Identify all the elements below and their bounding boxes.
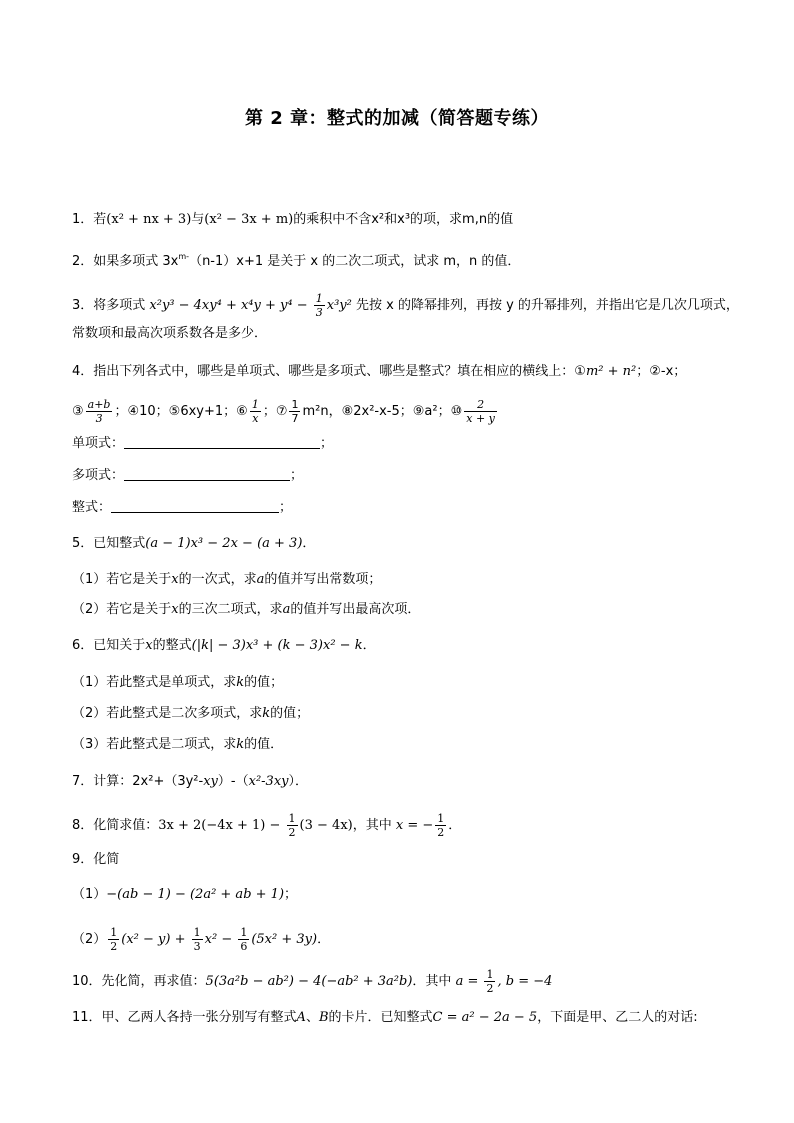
q10-a-eq: a = <box>455 974 483 989</box>
question-5-part-2 <box>72 600 420 620</box>
q8-x-eq: x = − <box>395 818 434 833</box>
question-3 <box>72 292 739 319</box>
question-6 <box>72 636 376 656</box>
q8-value-fraction <box>435 812 446 839</box>
question-9-part-1 <box>72 885 297 905</box>
q8-frac-den: 2 <box>288 826 296 839</box>
q4-item-7-mark: ；⑦ <box>262 404 288 419</box>
q4-item-3-mark: ③ <box>72 404 84 419</box>
q9-p2-frac-1 <box>108 926 119 953</box>
q9-p2-frac-3-num: 1 <box>240 926 248 939</box>
q5-head: 5．已知整式 <box>72 536 146 551</box>
question-9: 9．化简 <box>72 852 120 867</box>
q6-head-end: ． <box>362 638 376 653</box>
page-title: 第 2 章：整式的加减（简答题专练） <box>244 108 550 129</box>
question-11 <box>72 1008 698 1028</box>
question-2 <box>72 252 520 272</box>
q3-end: 先按 x 的降幂排列，再按 y 的升幂排列，并指出它是几次几项式， <box>351 298 739 313</box>
q4-item-2: ；②-x； <box>636 364 687 379</box>
q4-item-10-num: 2 <box>464 398 497 412</box>
q2-rest: （n-1）x+1 是关于 x 的二次二项式，试求 m，n 的值． <box>189 254 521 269</box>
q1-text-a: 若 <box>93 212 107 227</box>
q6-p2-end: 的值； <box>270 706 310 721</box>
q9-p2-end: ． <box>317 932 331 947</box>
q8-fraction <box>287 812 298 839</box>
question-3-line-2: 常数项和最高次项系数各是多少． <box>72 326 268 341</box>
q11-mid: 的卡片．已知整式 <box>328 1010 433 1025</box>
q5-p2-end: 的值并写出最高次项． <box>290 602 421 617</box>
q1-number: 1． <box>72 212 94 227</box>
q9-p2-frac-3 <box>238 926 249 953</box>
q8-value-num: 1 <box>437 812 445 825</box>
question-7 <box>72 772 308 792</box>
question-9-part-2 <box>72 926 330 953</box>
q9-p2-frac-1-num: 1 <box>110 926 118 939</box>
question-8 <box>72 812 461 839</box>
q11-end: ，下面是甲、乙二人的对话: <box>537 1010 698 1025</box>
q4-item-7-num: 1 <box>291 398 299 411</box>
q8-end: ． <box>448 818 462 833</box>
q3-frac-num: 1 <box>315 292 323 305</box>
q9-p2-frac-3-den: 6 <box>240 940 248 953</box>
q1-expr-1: (x² + nx + 3) <box>106 212 192 227</box>
q11-c-expr: C = a² − 2a − 5 <box>432 1010 538 1025</box>
q8-expr: 3x + 2(−4x + 1) − <box>158 818 285 833</box>
q8-mid: ，其中 <box>352 818 396 833</box>
q5-p1-pre: （1）若它是关于 <box>72 572 172 587</box>
q9-p2-expr-2: x² − <box>204 932 237 947</box>
q6-p2-var: k <box>262 706 271 721</box>
q5-expr: (a − 1)x³ − 2x − (a + 3) <box>145 536 303 551</box>
q9-p2-frac-2-num: 1 <box>193 926 201 939</box>
q10-a-den: 2 <box>486 982 494 995</box>
question-4 <box>72 362 686 382</box>
q11-sep: 、 <box>305 1010 319 1025</box>
polynomial-row <box>72 466 303 486</box>
q6-p2-pre: （2）若此整式是二次多项式，求 <box>72 706 263 721</box>
q9-p1-pre: （1） <box>72 887 107 902</box>
q8-pre: 8．化简求值： <box>72 818 159 833</box>
question-4-items <box>72 398 499 425</box>
q6-p3-pre: （3）若此整式是二项式，求 <box>72 737 237 752</box>
polynomial-label: 多项式： <box>72 468 125 483</box>
q10-a-num: 1 <box>486 968 494 981</box>
q3-frac-den: 3 <box>315 306 323 319</box>
question-5 <box>72 534 315 554</box>
q11-a: A <box>296 1010 306 1025</box>
q4-item-10-fraction <box>464 398 497 425</box>
q4-item-7-fraction <box>289 398 300 425</box>
polynomial-semicolon: ； <box>290 468 304 483</box>
q7-xy: xy <box>203 774 218 789</box>
q4-item-3-fraction <box>86 398 113 425</box>
q4-item-1: m² + n² <box>585 364 637 379</box>
question-6-part-3 <box>72 735 283 755</box>
q9-p2-frac-2 <box>192 926 203 953</box>
q3-poly: x²y³ − 4xy⁴ + x⁴y + y⁴ − <box>149 298 312 313</box>
q8-value-den: 2 <box>437 826 445 839</box>
q4-item-7-den: 7 <box>291 412 299 425</box>
q9-p2-frac-1-den: 2 <box>110 940 118 953</box>
q7-end: ）． <box>288 774 309 789</box>
q9-p1-end: ； <box>284 887 298 902</box>
monomial-blank[interactable] <box>124 436 320 449</box>
q6-mid: 的整式 <box>152 638 192 653</box>
q5-p1-var2: a <box>256 572 265 587</box>
q4-item-6-fraction <box>250 398 261 425</box>
monomial-semicolon: ； <box>320 436 334 451</box>
integral-expression-row <box>72 498 292 518</box>
q4-item-6-den: x <box>252 412 259 425</box>
q11-pre: 11．甲、乙两人各持一张分别写有整式 <box>72 1010 297 1025</box>
q2-text: 2．如果多项式 3x <box>72 254 179 269</box>
q5-p1-var: x <box>171 572 179 587</box>
q9-p2-pre: （2） <box>72 932 107 947</box>
integral-expression-label: 整式： <box>72 500 112 515</box>
q4-item-4-6: ；④10；⑤6xy+1；⑥ <box>114 404 248 419</box>
q6-head: 6．已知关于 <box>72 638 146 653</box>
q3-poly-end: x³y² <box>326 298 352 313</box>
q9-p2-frac-2-den: 3 <box>193 940 201 953</box>
q6-expr: (|k| − 3)x³ + (k − 3)x² − k <box>191 638 363 653</box>
monomial-row <box>72 434 333 454</box>
q10-b-eq: , b = −4 <box>497 974 553 989</box>
q3-fraction <box>314 292 325 319</box>
q9-p2-expr-1: (x² − y) + <box>121 932 190 947</box>
q5-p2-mid: 的三次二项式，求 <box>178 602 283 617</box>
q9-p2-expr-3: (5x² + 3y) <box>251 932 318 947</box>
question-6-part-1 <box>72 673 283 693</box>
q7-mid: ）-（ <box>217 774 249 789</box>
polynomial-blank[interactable] <box>124 468 290 481</box>
q9-p1-expr: −(ab − 1) − (2a² + ab + 1) <box>106 887 285 902</box>
q4-item-3-den: 3 <box>95 412 103 425</box>
q1-expr-2: (x² − 3x + m) <box>204 212 294 227</box>
q1-text-c: 的乘积中不含x²和x³的项，求m,n的值 <box>293 212 514 227</box>
q10-expr: 5(3a²b − ab²) − 4(−ab² + 3a²b) <box>205 974 413 989</box>
q4-item-3-num: a+b <box>87 398 111 411</box>
q6-p1-end: 的值； <box>244 675 284 690</box>
q5-p1-mid: 的一次式，求 <box>178 572 257 587</box>
monomial-label: 单项式： <box>72 436 125 451</box>
question-6-part-2 <box>72 704 309 724</box>
q8-expr-2: (3 − 4x) <box>299 818 353 833</box>
q7-expr: x²-3xy <box>248 774 289 789</box>
q5-p2-pre: （2）若它是关于 <box>72 602 172 617</box>
q10-pre: 10．先化简，再求值： <box>72 974 206 989</box>
q3-start: 3．将多项式 <box>72 298 150 313</box>
q7-pre: 7．计算：2x²+（3y²- <box>72 774 204 789</box>
integral-expression-blank[interactable] <box>111 500 279 513</box>
question-1 <box>72 210 513 230</box>
q1-text-b: 与 <box>191 212 205 227</box>
q6-var: x <box>145 638 153 653</box>
q4-item-6-num: 1 <box>251 398 259 411</box>
q10-a-fraction <box>484 968 495 995</box>
q2-exponent: m- <box>178 252 190 261</box>
q6-p1-var: k <box>236 675 245 690</box>
question-10 <box>72 968 552 995</box>
q10-mid: ．其中 <box>412 974 456 989</box>
q8-frac-num: 1 <box>288 812 296 825</box>
q6-p1-pre: （1）若此整式是单项式，求 <box>72 675 237 690</box>
q6-p3-var: k <box>236 737 245 752</box>
q5-p2-var2: a <box>282 602 291 617</box>
q4-item-10-den: x + y <box>466 412 495 425</box>
q4-item-7-10: m²n，⑧2x²-x-5；⑨a²；⑩ <box>302 404 463 419</box>
q6-p3-end: 的值． <box>244 737 284 752</box>
q4-text: 4．指出下列各式中，哪些是单项式、哪些是多项式、哪些是整式？填在相应的横线上：① <box>72 364 586 379</box>
integral-expression-semicolon: ； <box>279 500 293 515</box>
q5-p1-end: 的值并写出常数项； <box>264 572 382 587</box>
q5-p2-var: x <box>171 602 179 617</box>
q11-b: B <box>318 1010 329 1025</box>
q5-head-end: ． <box>302 536 316 551</box>
question-5-part-1 <box>72 570 381 590</box>
